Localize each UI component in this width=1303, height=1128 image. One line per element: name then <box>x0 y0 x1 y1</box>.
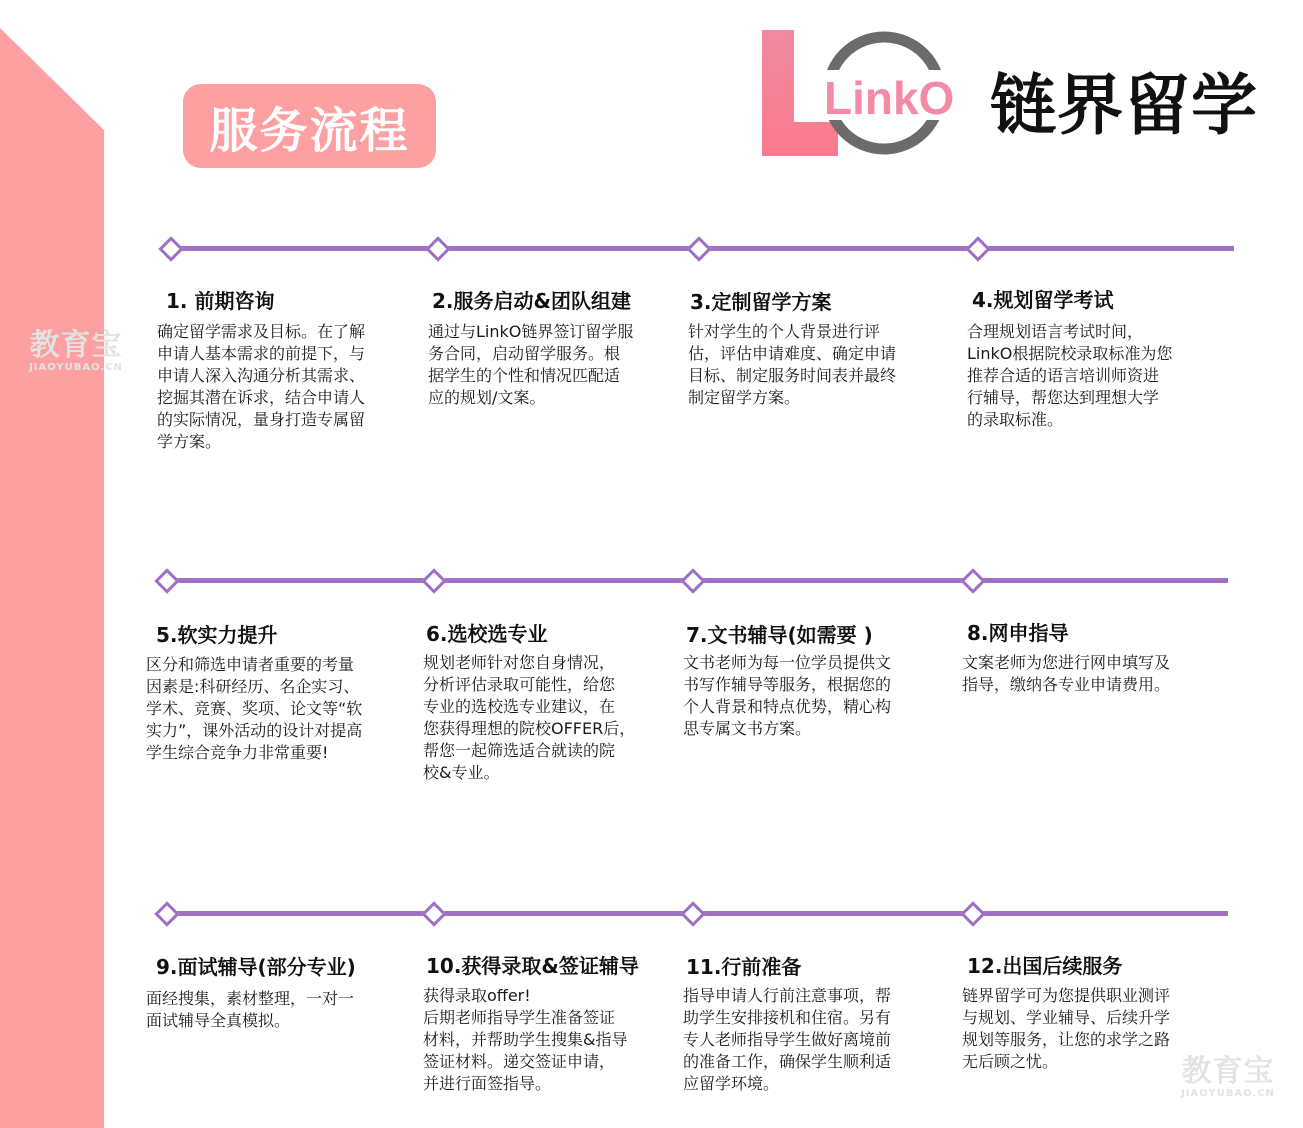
step-title-3: 3.定制留学方案 <box>690 290 832 314</box>
timeline-node <box>154 901 179 926</box>
step-title-4: 4.规划留学考试 <box>972 288 1114 312</box>
step-title-9: 9.面试辅导(部分专业) <box>156 955 356 979</box>
left-decorative-stripe <box>0 0 104 1128</box>
step-title-10: 10.获得录取&签证辅导 <box>426 954 639 978</box>
timeline-node <box>960 568 985 593</box>
timeline-node <box>960 901 985 926</box>
timeline-node <box>158 236 183 261</box>
timeline-node <box>965 236 990 261</box>
step-title-5: 5.软实力提升 <box>156 623 278 647</box>
step-desc-4: 合理规划语言考试时间， LinkO根据院校录取标准为您 推荐合适的语言培训师资进 行辅导，帮您达到理想大学 的录取标准。 <box>967 322 1173 429</box>
timeline-node <box>421 901 446 926</box>
step-desc-1: 确定留学需求及目标。在了解 申请人基本需求的前提下，与 申请人深入沟通分析其需求、 挖掘其潜在诉求，结合申请人 的实际情况，量身打造专属留 学方案。 <box>157 322 366 451</box>
logo-text: LinkO <box>824 72 955 124</box>
watermark-en: JIAOYUBAO.CN <box>1181 1088 1275 1099</box>
step-desc-12: 链界留学可为您提供职业测评 与规划、学业辅导、后续升学 规划等服务，让您的求学之路 无后顾之忧。 <box>962 986 1171 1071</box>
timeline-node <box>421 568 446 593</box>
timeline-node <box>680 568 705 593</box>
timeline-node <box>154 568 179 593</box>
linko-logo <box>758 26 1258 161</box>
timeline-node <box>686 236 711 261</box>
step-desc-9: 面经搜集，素材整理，一对一 面试辅导全真模拟。 <box>146 989 355 1030</box>
step-title-1: 1. 前期咨询 <box>166 289 275 313</box>
step-title-6: 6.选校选专业 <box>426 622 548 646</box>
watermark-cn: 教育宝 <box>29 328 123 363</box>
step-desc-5: 区分和筛选申请者重要的考量 因素是:科研经历、名企实习、 学术、竞赛、奖项、论文等“软 实力”，课外活动的设计对提高 学生综合竞争力非常重要! <box>146 655 363 762</box>
watermark-left <box>18 330 134 373</box>
watermark-bottom-right <box>1170 1056 1286 1099</box>
step-title-12: 12.出国后续服务 <box>967 954 1123 978</box>
step-desc-8: 文案老师为您进行网申填写及 指导，缴纳各专业申请费用。 <box>962 653 1171 694</box>
step-desc-2: 通过与LinkO链界签订留学服 务合同，启动留学服务。根 据学生的个性和情况匹配适 应的规划/文案。 <box>428 322 634 407</box>
timeline-node <box>425 236 450 261</box>
step-desc-3: 针对学生的个人背景进行评 估，评估申请难度、确定申请 目标、制定服务时间表并最终 制定留学方案。 <box>688 322 897 407</box>
step-title-11: 11.行前准备 <box>686 955 802 979</box>
step-desc-11: 指导申请人行前注意事项，帮 助学生安排接机和住宿。另有 专人老师指导学生做好离境前 的准备工作，确保学生顺利适 应留学环境。 <box>683 986 892 1093</box>
page-title: 服务流程 <box>209 102 410 159</box>
linko-logo-mark <box>758 26 998 161</box>
brand-name: 链界留学 <box>990 67 1258 144</box>
watermark-en: JIAOYUBAO.CN <box>29 362 123 373</box>
step-desc-6: 规划老师针对您自身情况， 分析评估录取可能性，给您 专业的选校选专业建议，在 您获得理想的院校OFFER后， 帮您一起筛选适合就读的院 校&专业。 <box>423 653 636 782</box>
step-title-2: 2.服务启动&团队组建 <box>432 289 631 313</box>
page-title-badge <box>183 84 436 168</box>
step-desc-10: 获得录取offer! 后期老师指导学生准备签证 材料，并帮助学生搜集&指导 签证材料。递交签证申请， 并进行面签指导。 <box>423 986 628 1093</box>
step-title-7: 7.文书辅导(如需要 ) <box>686 623 873 647</box>
step-desc-7: 文书老师为每一位学员提供文 书写作辅导等服务，根据您的 个人背景和特点优势，精心构 思专属文书方案。 <box>683 653 892 738</box>
step-title-8: 8.网申指导 <box>967 621 1069 645</box>
watermark-cn: 教育宝 <box>1181 1054 1275 1089</box>
timeline-node <box>680 901 705 926</box>
